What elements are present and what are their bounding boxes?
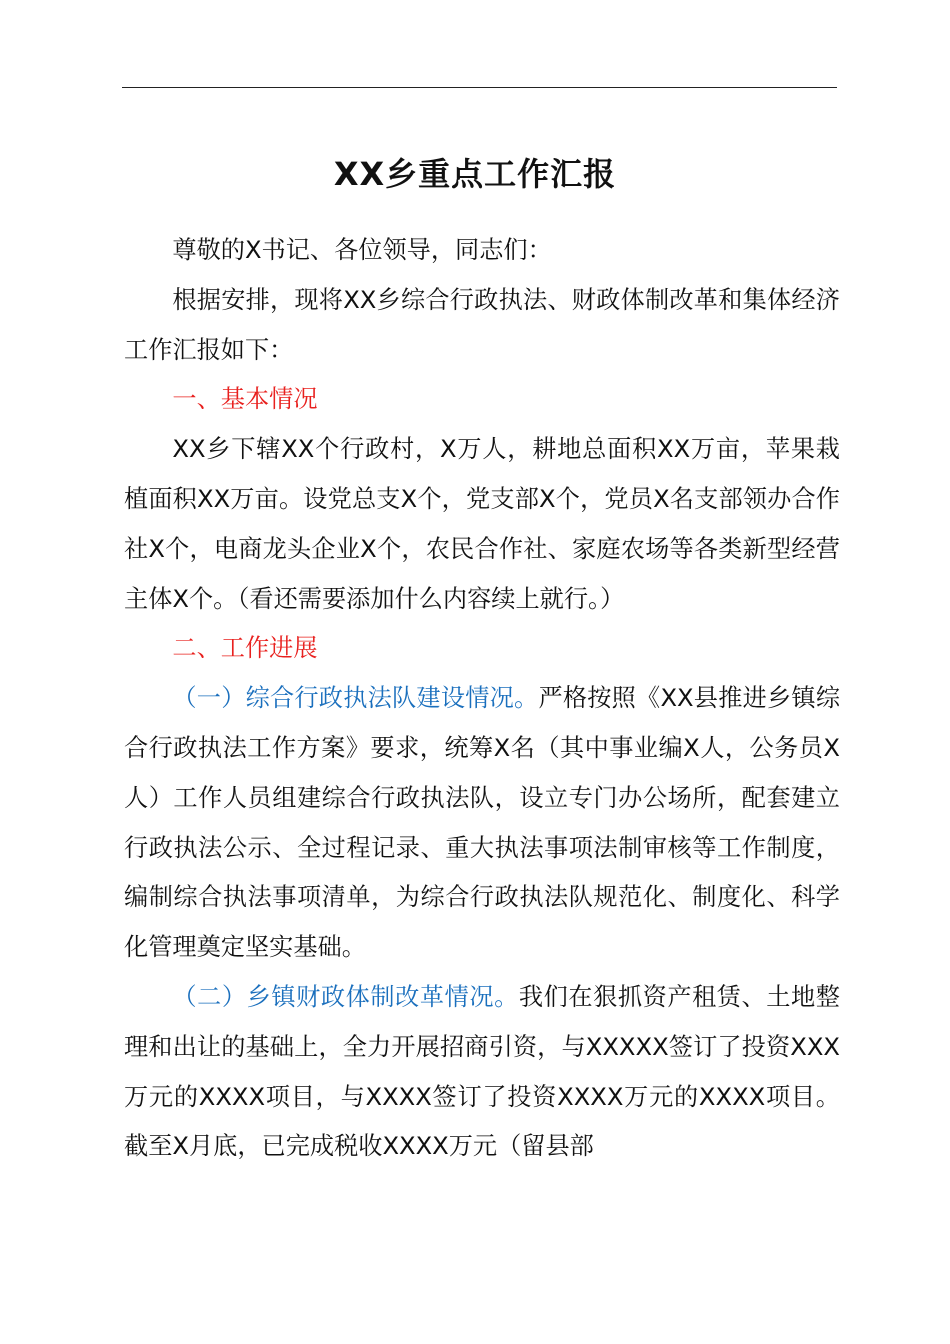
section-heading-basic: 一、基本情况 (172, 385, 318, 414)
subsection-finance-text: 我们在狠抓资产租赁、土地整理和出让的基础上，全力开展招商引资，与XXXXX签订了投资XXX万元的XXXX项目，与XXXX签订了投资XXXX万元的XXXX项目。截至X月底，已完成税收XXXX万元（留县部 (124, 982, 840, 1161)
header-rule (122, 87, 837, 88)
document-body (124, 226, 840, 1172)
subsection-heading-enforcement: （一）综合行政执法队建设情况。 (172, 684, 539, 713)
section-heading-progress: 二、工作进展 (172, 634, 318, 663)
subsection-enforcement-paragraph (124, 674, 840, 973)
intro-paragraph: 根据安排，现将XX乡综合行政执法、财政体制改革和集体经济工作汇报如下： (124, 285, 840, 364)
document-title: XX乡重点工作汇报 (333, 155, 617, 193)
subsection-heading-finance: （二）乡镇财政体制改革情况。 (172, 982, 519, 1011)
salutation-paragraph: 尊敬的X书记、各位领导，同志们： (172, 236, 552, 264)
subsection-enforcement-text: 严格按照《XX县推进乡镇综合行政执法工作方案》要求，统筹X名（其中事业编X人，公务员X人）工作人员组建综合行政执法队，设立专门办公场所，配套建立行政执法公示、全过程记录、重大执法事项法制审核等工作制度，编制综合执法事项清单，为综合行政执法队规范化、制度化、科学化管理奠定坚实基础。 (124, 684, 841, 962)
section-basic-paragraph: XX乡下辖XX个行政村，X万人，耕地总面积XX万亩，苹果栽植面积XX万亩。设党总支X个，党支部X个，党员X名支部领办合作社X个，电商龙头企业X个，农民合作社、家庭农场等各类新型经营主体X个。（看还需要添加什么内容续上就行。） (124, 435, 840, 613)
subsection-finance-paragraph (124, 973, 840, 1172)
